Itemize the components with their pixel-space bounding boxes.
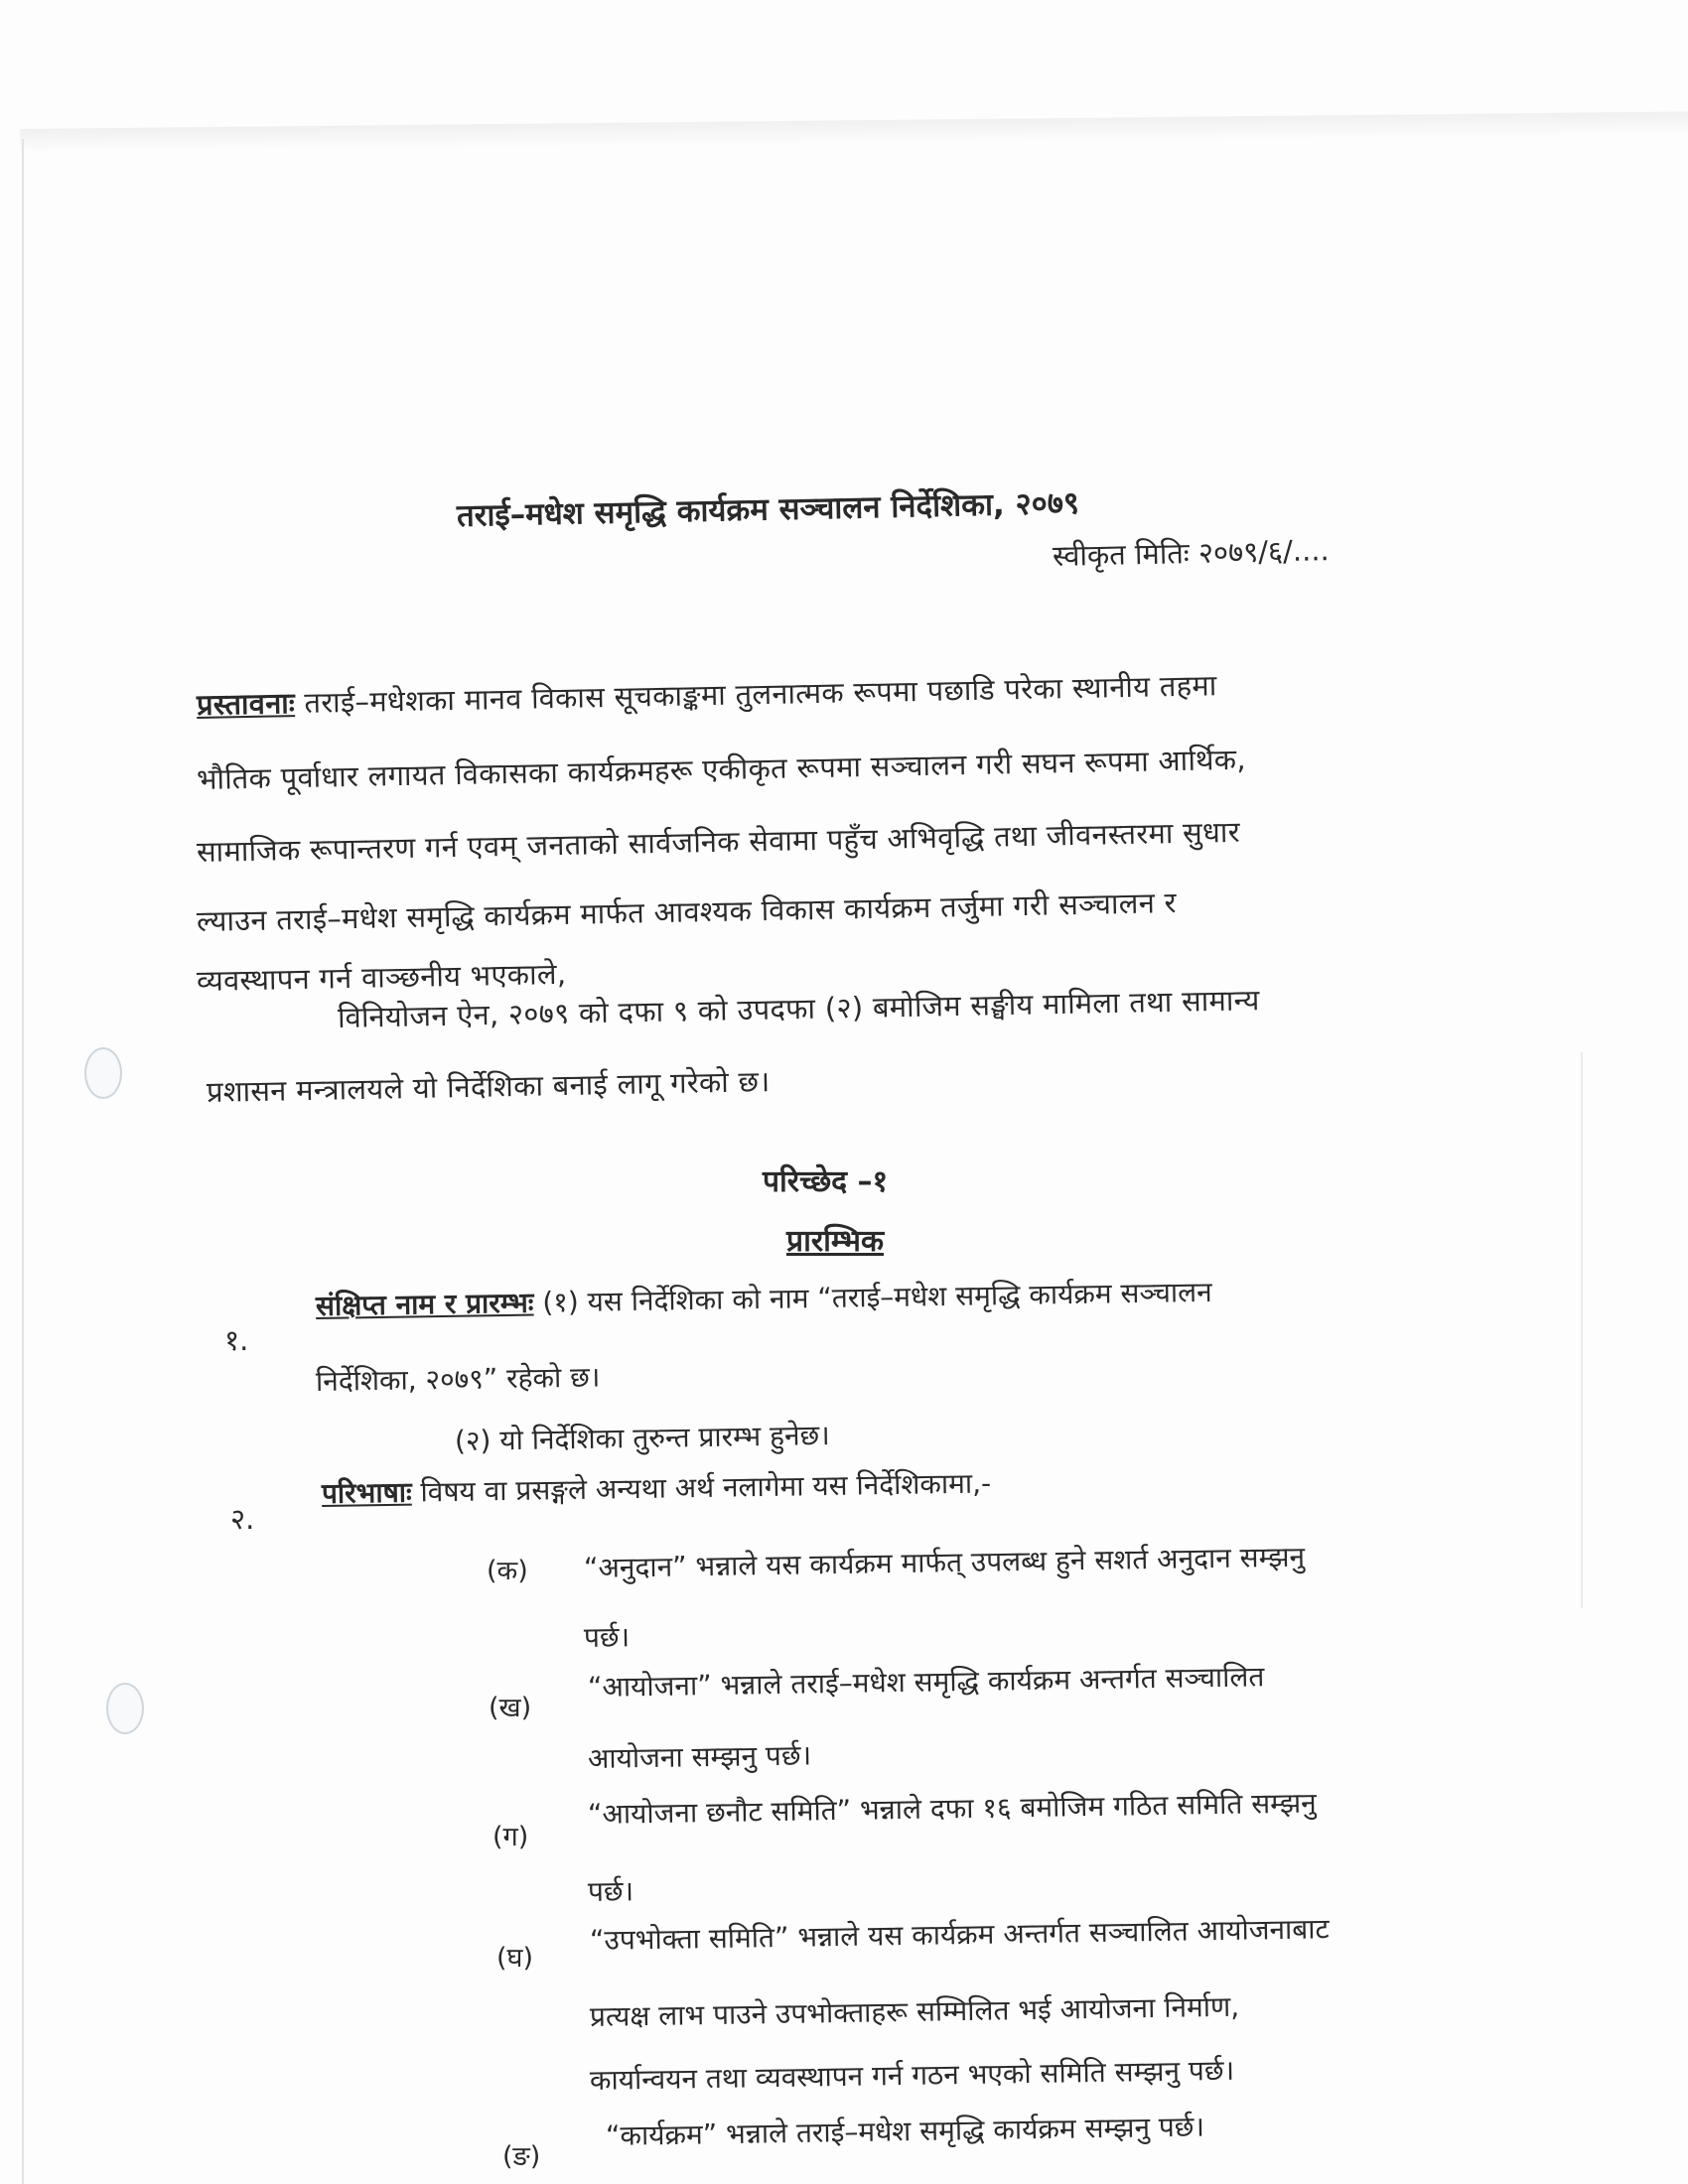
section-2-intro-line (322, 1463, 992, 1512)
section-1-line-3: (२) यो निर्देशिका तुरुन्त प्रारम्भ हुनेछ। (454, 1419, 831, 1457)
clause-nga-line-1: “कार्यक्रम” भन्नाले तराई–मधेश समृद्धि कार्यक्रम सम्झनु पर्छ। (605, 2110, 1205, 2152)
clause-kha-line-1: “आयोजना” भन्नाले तराई–मधेश समृद्धि कार्यक्रम अन्तर्गत सञ्चालित (587, 1660, 1265, 1704)
clause-gha-line-3: कार्यान्वयन तथा व्यवस्थापन गर्न गठन भएको समिति सम्झनु पर्छ। (589, 2053, 1235, 2097)
clause-gha-label: (घ) (496, 1943, 534, 1974)
chapter-number: परिच्छेद –१ (763, 1164, 889, 1199)
scan-shadow-top (20, 111, 1688, 153)
preamble-label: प्रस्तावनाः (196, 686, 296, 722)
clause-ga-line-2: पर्छ। (587, 1874, 634, 1908)
preamble-line-2: भौतिक पूर्वाधार लगायत विकासका कार्यक्रमहरू एकीकृत रूपमा सञ्चालन गरी सघन रूपमा आर्थिक, (196, 742, 1247, 796)
clause-ga-label: (ग) (492, 1822, 529, 1852)
preamble-line-7: प्रशासन मन्त्रालयले यो निर्देशिका बनाई लागू गरेको छ। (206, 1064, 771, 1109)
scan-artifact-line (1581, 1052, 1583, 1608)
section-1-line-2: निर्देशिका, २०७९” रहेको छ। (315, 1360, 601, 1398)
clause-ka-line-2: पर्छ। (583, 1620, 631, 1654)
punch-hole-upper (84, 1047, 122, 1099)
clause-kha-line-2: आयोजना सम्झनु पर्छ। (587, 1738, 812, 1775)
section-1-heading: संक्षिप्त नाम र प्रारम्भः (315, 1286, 534, 1322)
document-title: तराई–मधेश समृद्धि कार्यक्रम सञ्चालन निर्देशिका, २०७९ (456, 484, 1080, 534)
preamble-line-6: विनियोजन ऐन, २०७९ को दफा ९ को उपदफा (२) बमोजिम सङ्घीय मामिला तथा सामान्य (337, 983, 1260, 1034)
scan-shadow-left (22, 139, 24, 2184)
clause-gha-line-1: “उपभोक्ता समिति” भन्नाले यस कार्यक्रम अन्तर्गत सञ्चालित आयोजनाबाट (589, 1912, 1330, 1957)
section-1-line-1 (316, 1273, 1212, 1324)
punch-hole-lower (106, 1683, 144, 1734)
clause-ga-line-1: “आयोजना छनौट समिति” भन्नाले दफा १६ बमोजिम गठित समिति सम्झनु (587, 1786, 1317, 1831)
preamble-line-1 (197, 665, 1217, 724)
section-2-number: २. (230, 1502, 255, 1536)
section-2-intro: विषय वा प्रसङ्गले अन्यथा अर्थ नलागेमा यस निर्देशिकामा,- (411, 1466, 992, 1509)
clause-gha-line-2: प्रत्यक्ष लाभ पाउने उपभोक्ताहरू सम्मिलित भई आयोजना निर्माण, (589, 1989, 1240, 2033)
clause-nga-label: (ङ) (502, 2141, 541, 2172)
clause-kha-label: (ख) (489, 1693, 532, 1723)
preamble-text-1: तराई–मधेशका मानव विकास सूचकाङ्कमा तुलनात्मक रूपमा पछाडि परेका स्थानीय तहमा (294, 668, 1217, 721)
clause-ka-label: (क) (487, 1556, 528, 1586)
clause-ka-line-1: “अनुदान” भन्नाले यस कार्यक्रम मार्फत् उपलब्ध हुने सशर्त अनुदान सम्झनु (583, 1540, 1306, 1584)
approval-date: स्वीकृत मितिः २०७९/६/.... (1052, 533, 1331, 573)
preamble-line-3: सामाजिक रूपान्तरण गर्न एवम् जनताको सार्वजनिक सेवामा पहुँच अभिवृद्धि तथा जीवनस्तरमा सुधार (196, 814, 1241, 869)
chapter-title: प्रारम्भिक (786, 1224, 885, 1259)
preamble-line-5: व्यवस्थापन गर्न वाञ्छनीय भएकाले, (196, 956, 567, 998)
preamble-line-4: ल्याउन तराई–मधेश समृद्धि कार्यक्रम मार्फत आवश्यक विकास कार्यक्रम तर्जुमा गरी सञ्चालन र (196, 886, 1178, 938)
section-2-heading: परिभाषाः (321, 1475, 412, 1510)
section-1-number: १. (224, 1323, 249, 1357)
section-1-text-1: (१) यस निर्देशिका को नाम “तराई–मधेश समृद्धि कार्यक्रम सञ्चालन (533, 1275, 1212, 1319)
